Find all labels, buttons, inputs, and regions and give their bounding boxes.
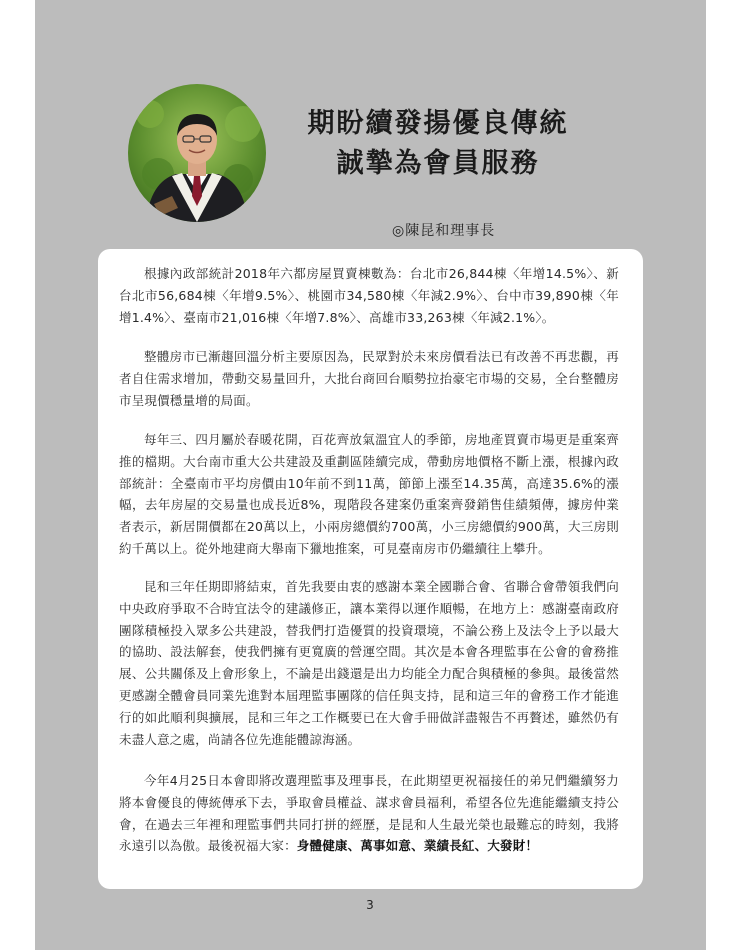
paragraph-3: 每年三、四月屬於春暖花開，百花齊放氣溫宜人的季節，房地產買賣市場更是重案齊推的檔期。大台南市重大公共建設及重劃區陸續完成，帶動房地價格不斷上漲，根據內政部統計：全臺南市平均房價由10年前不到11萬，節節上漲至14.35萬，高達35.6%的漲幅，去年房屋的交易量也成長近8%，現階段各建案仍重案齊發銷售佳績頻傳，據房仲業者表示，新居開價都在20萬以上，小兩房總價約700萬，小三房總價約900萬，大三房則約千萬以上。從外地建商大舉南下獵地推案，可見臺南房市仍繼續往上攀升。 [119, 432, 619, 556]
title-line-1: 期盼續發揚優良傳統 [307, 108, 569, 139]
author-byline: ◎陳昆和理事長 [392, 223, 496, 239]
article-title [270, 104, 606, 184]
title-line-2: 誠摯為會員服務 [336, 148, 540, 179]
article-body-box [98, 249, 643, 889]
chairman-portrait [128, 84, 266, 222]
paragraph-4: 昆和三年任期即將結束，首先我要由衷的感謝本業全國聯合會、省聯合會帶領我們向中央政府爭取不合時宜法令的建議修正，讓本業得以運作順暢，在地方上：感謝臺南政府團隊積極投入眾多公共建設，替我們打造優質的投資環境，不論公務上及法令上予以最大的協助、設法解套，使我們擁有更寬廣的營運空間。其次是本會各理監事在公會的會務推展、公共關係及上會形象上，不論是出錢還是出力均能全力配合與積極的參與。最後當然更感謝全體會員同業先進對本屆理監事團隊的信任與支持，昆和這三年的會務工作才能進行的如此順利與擴展，昆和三年之工作概要已在大會手冊做詳盡報告不再贅述，雖然仍有未盡人意之處，尚請各位先進能體諒海涵。 [119, 579, 619, 747]
paragraph-5-text: 今年4月25日本會即將改選理監事及理事長，在此期望更祝福接任的弟兄們繼續努力將本會優良的傳統傳承下去，爭取會員權益、謀求會員福利，希望各位先進能繼續支持公會，在過去三年裡和理監事們共同打拼的經歷，是昆和人生最光榮也最難忘的時刻，我將永遠引以為傲。最後祝福大家： [119, 773, 619, 854]
paragraph-1: 根據內政部統計2018年六都房屋買賣棟數為：台北市26,844棟〈年增14.5%〉、新台北市56,684棟〈年增9.5%〉、桃園市34,580棟〈年減2.9%〉、台中市39,890棟〈年增1.4%〉、臺南市21,016棟〈年增7.8%〉、高雄市33,263棟〈年減2.1%〉。 [119, 266, 619, 325]
paragraph-5 [119, 770, 619, 857]
paragraph-2: 整體房市已漸趨回溫分析主要原因為，民眾對於未來房價看法已有改善不再悲觀，再者自住需求增加，帶動交易量回升，大批台商回台順勢拉抬豪宅市場的交易，全台整體房市呈現價穩量增的局面。 [119, 349, 619, 408]
closing-wishes: 身體健康、萬事如意、業績長紅、大發財！ [296, 838, 539, 854]
page-number: 3 [366, 898, 374, 912]
